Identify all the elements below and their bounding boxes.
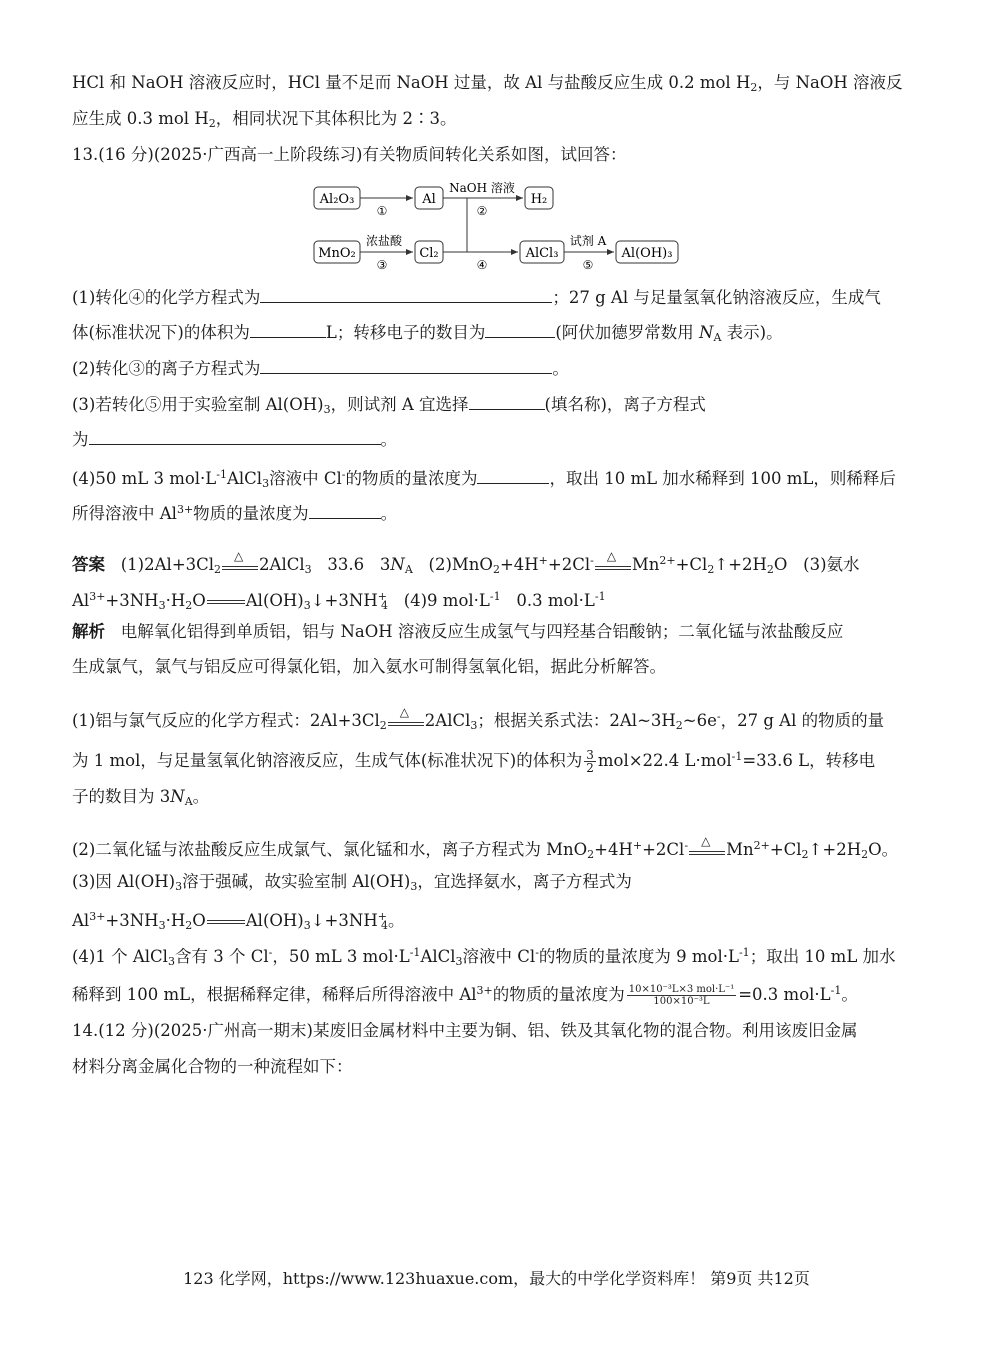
answer-line-1: 答案 $(1)2Al+3Cl_2$ △ 2AlCl$_3$ 33.6 $3N_A$ (2)MnO$_2$+4H++2Cl- △ $Mn^{2+}+Cl_2↑+2H_2O$ (3)氨水 — [72, 548, 860, 576]
svg-text:H₂: H₂ — [530, 192, 548, 207]
svg-text:Al₂O₃: Al₂O₃ — [319, 192, 355, 207]
conversion-diagram — [312, 178, 684, 270]
analysis-line-1: 解析 电解氧化铝得到单质铝，铝与 NaOH 溶液反应生成氢气与四羟基合铝酸钠；二氧化锰与浓盐酸反应 — [72, 622, 844, 641]
q14-line-1: 14.(12 分)(2025·广州高一期末)某废旧金属材料中主要为铜、铝、铁及其氧化物的混合物。利用该废旧金属 — [72, 1021, 858, 1040]
q13-part4-line1: (4)50 mL 3 $mol\cdot L^{-1}AlCl_3$溶液中 Cl-的物质的量浓度为 ，取出 10 mL 加水稀释到 100 mL，则稀释后 — [72, 468, 896, 490]
analysis-part3-line2: $Al^{3+}+3NH_3\cdot H_2O$ $Al(OH)_3↓+3NH^+_4$。 — [72, 910, 405, 932]
q13-part1-line2: 体(标准状况下)的体积为 L；转移电子的数目为 (阿伏加德罗常数用 $N_A$ 表示)。 — [72, 323, 783, 344]
answer-blank[interactable] — [469, 393, 545, 410]
svg-text:③: ③ — [376, 258, 388, 270]
answer-blank[interactable] — [260, 357, 552, 374]
analysis-part1-line3: 子的数目为 $3N_A$。 — [72, 787, 210, 808]
answer-blank[interactable] — [89, 428, 381, 445]
prev-line-1: HCl 和 NaOH 溶液反应时，HCl 量不足而 NaOH 过量，故 Al 与盐酸反应生成 0.2 mol $H_2$，与 NaOH 溶液反 — [72, 73, 903, 94]
analysis-line-2: 生成氯气，氯气与铝反应可得氯化铝，加入氨水可制得氢氧化铝，据此分析解答。 — [72, 657, 666, 676]
svg-text:②: ② — [476, 204, 488, 218]
answer-blank[interactable] — [485, 321, 555, 338]
svg-text:Al(OH)₃: Al(OH)₃ — [621, 246, 673, 261]
answer-blank[interactable] — [309, 502, 381, 519]
svg-text:MnO₂: MnO₂ — [318, 246, 356, 261]
svg-text:浓盐酸: 浓盐酸 — [365, 234, 403, 248]
analysis-part4-line2: 稀释到 100 mL，根据稀释定律，稀释后所得溶液中 $Al^{3+}$的物质的量浓度为 $\frac{\text{10×10⁻³L×3 mol·L⁻¹}}{\text{100×10⁻³L}}$ =0.3 $mol\cdot L^{-1}$。 — [72, 984, 858, 1007]
analysis-part4-line1: (4)1 个 AlCl$_3$含有 3 个 Cl-，50 mL 3 $mol\cdot L^{-1}AlCl_3$溶液中 Cl-的物质的量浓度为 9 $mol\cdot L^{-1}$；取出 10 mL 加水 — [72, 946, 896, 968]
q14-line-2: 材料分离金属化合物的一种流程如下： — [72, 1057, 353, 1076]
q13-part1-line1: (1)转化④的化学方程式为 ；27 g Al 与足量氢氧化钠溶液反应，生成气 — [72, 288, 881, 307]
analysis-part3-line1: (3)因 $Al(OH)_3$溶于强碱，故实验室制 $Al(OH)_3$，宜选择氨水，离子方程式为 — [72, 872, 632, 893]
svg-text:AlCl₃: AlCl₃ — [525, 246, 559, 261]
analysis-part1-line1: (1)铝与氯气反应的化学方程式：$2Al+3Cl_2$ △ 2AlCl$_3$；根据关系式法：$2Al\sim 3H_2\sim 6e^-$，27 g Al 的物质的量 — [72, 704, 885, 732]
page-footer: 123 化学网，https://www.123huaxue.com，最大的中学化学资料库！ 第9页 共12页 — [183, 1269, 810, 1288]
answer-blank[interactable] — [260, 286, 552, 303]
q13-part3-line1: (3)若转化⑤用于实验室制 $Al(OH)_3$，则试剂 A 宜选择 (填名称)，离子方程式 — [72, 395, 706, 416]
q13-part4-line2: 所得溶液中 $Al^{3+}$物质的量浓度为 。 — [72, 503, 398, 523]
svg-text:试剂 A: 试剂 A — [569, 234, 607, 248]
prev-line-2: 应生成 0.3 mol $H_2$，相同状况下其体积比为 2∶3。 — [72, 109, 457, 130]
answer-line-2: $Al^{3+}+3NH_3\cdot H_2O$ $Al(OH)_3↓+3NH^+_4$ (4)9 $mol\cdot L^{-1}$ 0.3 $mol\cdot L^{-1}$ — [72, 590, 606, 612]
q13-part2: (2)转化③的离子方程式为 。 — [72, 359, 569, 378]
q13-header: 13.(16 分)(2025·广西高一上阶段练习)有关物质间转化关系如图，试回答： — [72, 145, 627, 164]
answer-blank[interactable] — [250, 321, 326, 338]
analysis-part1-line2: 为 1 mol，与足量氢氧化钠溶液反应，生成气体(标准状况下)的体积为 $\frac{3}{2}$ mol×22.4 L·mol$^{-1}$=33.6 L，转移电 — [72, 748, 876, 775]
answer-blank[interactable] — [477, 467, 549, 484]
q13-part3-line2: 为 。 — [72, 430, 397, 449]
svg-text:NaOH 溶液: NaOH 溶液 — [449, 181, 515, 195]
svg-text:⑤: ⑤ — [582, 258, 594, 270]
svg-text:Cl₂: Cl₂ — [419, 246, 439, 261]
analysis-part2: (2)二氧化锰与浓盐酸反应生成氯气、氯化锰和水，离子方程式为 MnO$_2$+4H++2Cl- △ $Mn^{2+}+Cl_2↑+2H_2O$。 — [72, 833, 899, 861]
svg-text:①: ① — [376, 204, 388, 218]
svg-text:Al: Al — [422, 192, 436, 207]
svg-text:④: ④ — [476, 258, 488, 270]
